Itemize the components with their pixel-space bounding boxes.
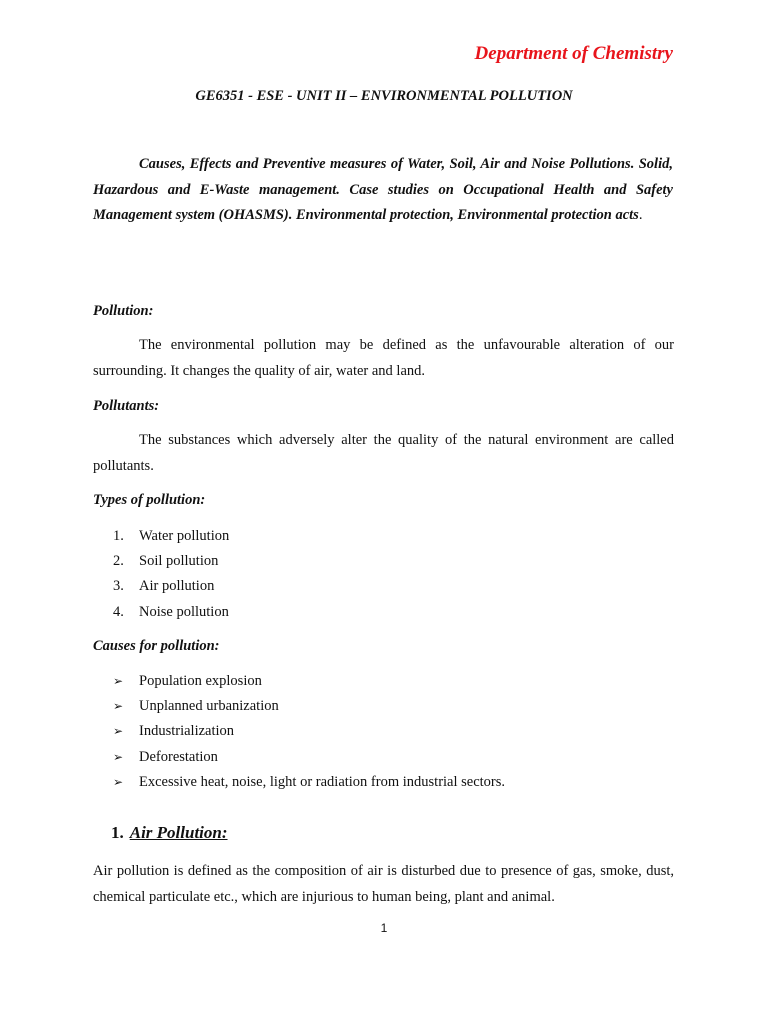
pollution-heading: Pollution: <box>93 303 154 319</box>
item-label: Water pollution <box>139 528 230 544</box>
item-label: Noise pollution <box>139 603 229 620</box>
arrow-bullet-icon: ➢ <box>113 699 124 714</box>
item-label: Excessive heat, noise, light or radiation from industrial sectors. <box>139 773 506 790</box>
list-item <box>113 696 505 721</box>
pollutants-heading: Pollutants: <box>93 398 160 414</box>
list-item <box>113 772 505 797</box>
page-number: 1 <box>380 921 388 935</box>
item-number: 3. <box>113 578 124 595</box>
list-item <box>113 671 505 696</box>
syllabus-paragraph <box>93 152 673 229</box>
arrow-bullet-icon: ➢ <box>113 774 124 789</box>
item-label: Air pollution <box>139 578 215 595</box>
types-heading: Types of pollution: <box>93 492 206 508</box>
department-name: Department of Chemistry <box>474 43 673 64</box>
section-heading-air-pollution <box>111 823 228 843</box>
item-number: 1. <box>113 528 124 544</box>
item-number: 2. <box>113 553 124 570</box>
item-label: Industrialization <box>139 723 235 740</box>
item-label: Population explosion <box>139 673 262 689</box>
arrow-bullet-icon: ➢ <box>113 674 124 688</box>
list-item <box>113 602 229 627</box>
list-item <box>113 526 229 551</box>
arrow-bullet-icon: ➢ <box>113 724 124 739</box>
causes-list <box>113 671 505 797</box>
list-item <box>113 551 229 576</box>
item-number: 4. <box>113 603 124 620</box>
item-label: Soil pollution <box>139 553 219 570</box>
types-list <box>113 526 229 627</box>
section-title: Air Pollution: <box>129 823 228 842</box>
pollutants-definition: The substances which adversely alter the quality of the natural environment are called pollutants. <box>93 432 674 474</box>
causes-heading: Causes for pollution: <box>93 638 220 654</box>
list-item <box>113 576 229 601</box>
list-item <box>113 721 505 746</box>
syllabus-text: Causes, Effects and Preventive measures of Water, Soil, Air and Noise Pollutions. Solid, Hazardous and E-Waste management. Case studies on Occupational Health and Safety Management system (OHASMS). Environmental protection, Environmental protection acts <box>93 156 673 223</box>
pollution-definition: The environmental pollution may be defined as the unfavourable alteration of our surrounding. It changes the quality of air, water and land. <box>93 337 674 379</box>
arrow-bullet-icon: ➢ <box>113 749 124 764</box>
course-title: GE6351 - ESE - UNIT II – ENVIRONMENTAL POLLUTION <box>195 88 573 104</box>
list-item <box>113 747 505 772</box>
item-label: Deforestation <box>139 748 218 765</box>
section-number: 1. <box>111 823 124 842</box>
item-label: Unplanned urbanization <box>139 698 279 715</box>
air-pollution-definition: Air pollution is defined as the composition of air is disturbed due to presence of gas, smoke, dust, chemical particulate etc., which are injurious to human being, plant and animal. <box>93 863 674 905</box>
syllabus-tail: . <box>638 207 643 223</box>
